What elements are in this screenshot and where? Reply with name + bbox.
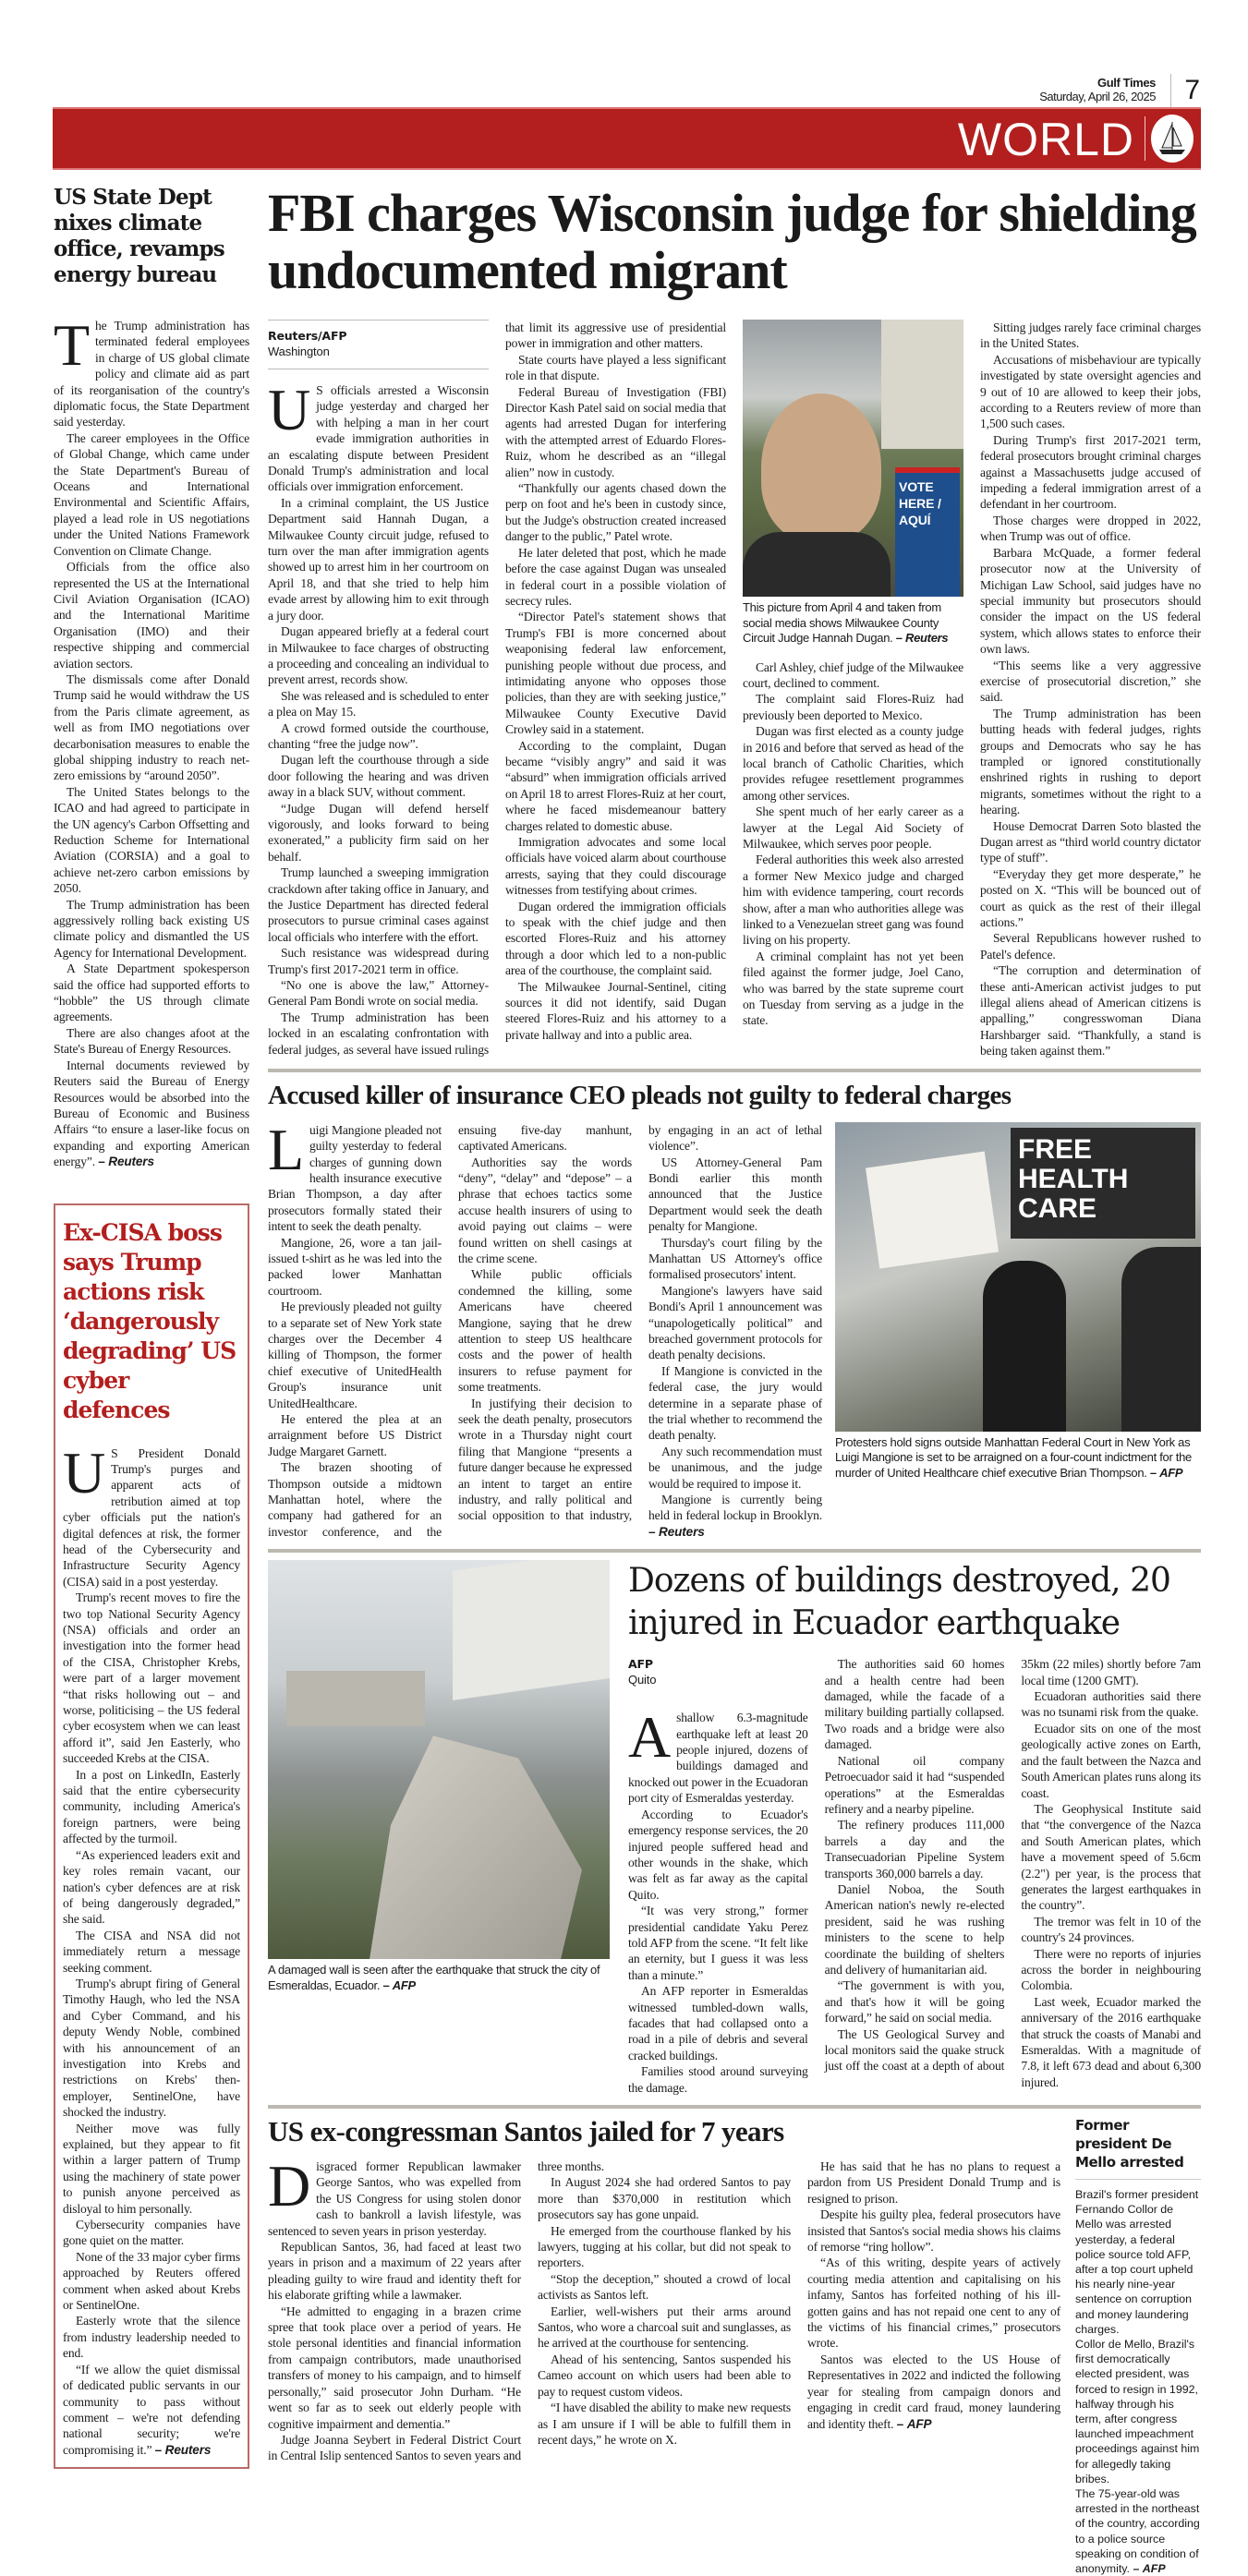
paragraph (538, 2400, 791, 2448)
paragraph (505, 384, 726, 480)
paragraph-text: Any such recommendation must be unanimous, and the judge would be required to impose it. (648, 1444, 822, 1491)
paragraph (980, 432, 1201, 513)
paragraph-text: While public officials condemned the killing, some Americans have cheered Mangione, saying that he drew attention to steep US healthcare costs and the power of health insurers to refuse payment for some treatments. (458, 1267, 632, 1395)
paragraph-text: The CISA and NSA did not immediately return a message seeking comment. (63, 1928, 240, 1975)
headline: Former president De Mello arrested (1075, 2116, 1201, 2180)
paragraph-text: Thursday's court filing by the Manhattan US Attorney's office formalised prosecutors' intent. (648, 1235, 822, 1282)
dateline: Quito (628, 1673, 657, 1687)
paragraph (743, 723, 963, 804)
protester (983, 1261, 1066, 1432)
paragraph (63, 1976, 240, 2121)
paragraph-text: Earlier, well-wishers put their arms around Santos, who wore a charcoal suit and sunglasses, as he arrived at the courthouse for sentencing. (538, 2304, 791, 2351)
paragraph-text: Ecuador sits on one of the most geologically active zones on Earth, and the fault between the Nazca and South American plates runs along its coast. (1021, 1721, 1201, 1800)
paragraph (268, 865, 489, 945)
paragraph-text: In justifying their decision to seek the death penalty, prosecutors wrote in a Thursday night court filing that Mangione “presents a future danger because he expressed an intent to target an entire industry, and rally political and social opposition to that industry, by engaging in an act of lethal violence”. (458, 1122, 822, 1523)
paragraph-text: A crowd formed outside the courthouse, chanting “free the judge now”. (268, 720, 489, 751)
dhow-boat-icon (1151, 115, 1193, 163)
ecuador-text (628, 1560, 1201, 2096)
paragraph (648, 1444, 822, 1492)
photo-credit: – AFP (1150, 1466, 1182, 1480)
paragraph (268, 2304, 521, 2432)
sign-text: FREE HEALTH CARE (1018, 1133, 1129, 1224)
paragraph (538, 2223, 791, 2271)
left-column (54, 185, 249, 2469)
article-credit: – Reuters (155, 2443, 212, 2457)
paragraph-text: Federal authorities this week also arrested a former New Mexico judge and charged him with evidence tampering, court records show, after a man who authorities allege was linked to a Venezuelan street gang was found living on his property. (743, 853, 963, 948)
paragraph (505, 979, 726, 1044)
paragraph-text: “I have disabled the ability to make new requests as I am unsure if I will be able to fulfill them in recent days,” he wrote on X. (538, 2401, 791, 2447)
paragraph (1021, 1721, 1201, 1801)
paragraph-text: Mangione, 26, wore a tan jail-issued t-shirt as he was led into the packed lower Manhattan courtroom. (268, 1235, 442, 1298)
paragraph-text: The Trump administration has terminated federal employees in charge of US global climate policy and climate aid as part of its reorganisation of the country's diplomatic focus, the State Department said yesterday. (54, 312, 249, 429)
paragraph (54, 1058, 249, 1170)
paragraph-text: Daniel Noboa, the South American nation's newly re-elected president, said he was rushing ministers to the scene to help coordinate the building of shelters and delivery of humanitarian aid. (824, 1881, 1005, 1977)
paragraph-text: An AFP reporter in Esmeraldas witnessed tumbled-down walls, facades that had collapsed onto a road in a pile of debris and several cracked buildings. (628, 1984, 808, 2062)
paragraph-text: The Trump administration has been locked in an escalating confrontation with federal judges, as several have issued rulings that limit its aggressive use of presidential power in immigration and other matters. (268, 320, 726, 1057)
paragraph (63, 2249, 240, 2314)
paragraph (268, 377, 489, 495)
article-mello (1075, 2116, 1201, 2576)
paragraph-text: “If we allow the quiet dismissal of dedicated public servants in our community to pass without comment – we're not defending national security; we're compromising it.” (63, 2362, 240, 2457)
paragraph-text: According to Ecuador's emergency response services, the 20 injured people suffered head and other wounds in the shake, which was felt as far away as the capital Quito. (628, 1807, 808, 1902)
paragraph (63, 1767, 240, 1847)
paragraph (268, 688, 489, 720)
paragraph-text: Families stood around surveying the damage. (628, 2064, 808, 2095)
article-ecuador (268, 1560, 1201, 2096)
masthead (1039, 76, 1200, 103)
paragraph-text: The United States belongs to the ICAO and had agreed to participate in the UN agency's Carbon Offsetting and Reduction Scheme for International Aviation (CORSIA) and a goal to achieve net-zero carbon emissions by 2050. (54, 784, 249, 896)
person-jacket (743, 532, 891, 597)
paragraph-text: There were no reports of injuries across the border in neighbouring Colombia. (1021, 1946, 1201, 1993)
house (286, 1671, 425, 1726)
paragraph-text: National oil company Petroecuador said it had “suspended operations” at the Esmeraldas refinery and a nearby pipeline. (824, 1753, 1005, 1816)
paragraph (268, 2153, 521, 2239)
agency: Reuters/AFP (268, 329, 347, 343)
paragraph-text: Dugan left the courthouse through a side door following the hearing and was driven away in a black SUV, without comment. (268, 753, 489, 800)
paragraph-text: “Stop the deception,” shouted a crowd of local activists as Santos left. (538, 2271, 791, 2303)
article-body (268, 320, 1201, 1059)
paragraph (505, 545, 726, 610)
paragraph-text: Barbara McQuade, a former federal prosecutor now at the University of Michigan Law School, said judges have no special immunity but prosecutors should consider the impact on the US federal system, which allows states to enforce their own laws. (980, 545, 1201, 657)
paragraph (458, 1266, 632, 1395)
photo-protesters (835, 1122, 1201, 1432)
paragraph-text: Despite his guilty plea, federal prosecutors have insisted that Santos's social media shows his claims of remorse “ring hollow”. (807, 2207, 1060, 2255)
article-credit: – AFP (1133, 2562, 1165, 2575)
truck (453, 1560, 610, 1700)
paragraph (980, 866, 1201, 931)
paragraph (825, 1656, 1005, 1752)
paragraph (825, 1977, 1005, 2026)
paragraph (54, 559, 249, 671)
portrait-sign (866, 1151, 999, 1268)
paragraph (505, 609, 726, 737)
paragraph-text: US President Donald Trump's purges and apparent acts of retribution aimed at top cyber officials put the nation's digital defences at risk, the former head of the Cybersecurity and Infrastructure Security Agency (CISA) said in a post yesterday. (63, 1439, 240, 1589)
paragraph (980, 513, 1201, 545)
paragraph (54, 671, 249, 784)
article-cisa-box (54, 1203, 249, 2470)
rubble (370, 1735, 582, 1959)
paragraph (1021, 1688, 1201, 1721)
paragraph-text: “Judge Dugan will defend herself vigorously, and looks forward to being exonerated,” a publicity firm said on her behalf. (268, 801, 489, 864)
paragraph-text: There are also changes afoot at the State's Bureau of Energy Resources. (54, 1025, 249, 1057)
paragraph-text: In a criminal complaint, the US Justice Department said Hannah Dugan, a Milwaukee County circuit judge, refused to turn over the man after immigration agents showed up to arrest him in her courtroom on April 18, and that she tried to help him evade arrest by allowing him to exit through a jury door. (268, 495, 489, 623)
caption-text: A damaged wall is seen after the earthquake that struck the city of Esmeraldas, Ecuador. (268, 1963, 600, 1992)
paragraph (63, 2313, 240, 2361)
paragraph-text: He entered the plea at an arraignment before US District Judge Margaret Garnett. (268, 1412, 442, 1458)
main-column (268, 185, 1201, 2576)
paragraph (268, 977, 489, 1010)
paragraph (63, 2362, 240, 2458)
paragraph-text: Dugan was first elected as a county judge in 2016 and before that served as head of the local branch of Catholic Charities, which provides refugee resettlement programmes among other services. (743, 724, 963, 803)
paragraph-text: US Attorney-General Pam Bondi earlier this month announced that the Justice Department would seek the death penalty for Mangione. (648, 1155, 822, 1234)
paragraph-text: The 75-year-old was arrested in the northeast of the country, according to a police source speaking on condition of anonymity. (1075, 2487, 1200, 2576)
paragraph-text: Trump's abrupt firing of General Timothy Haugh, who led the NSA and Cyber Command, and his deputy Wendy Noble, combined with his announcement of an investigation into Krebs and restrictions on Krebs' then-employer, SentinelOne, have shocked the industry. (63, 1976, 240, 2120)
paragraph-text: Trump launched a sweeping immigration crackdown after taking office in January, and the Justice Department has directed federal prosecutors to pursue criminal cases against local officials who interfere with the effort. (268, 865, 489, 944)
sign-text: VOTE HERE / AQUÍ (899, 479, 941, 527)
section-banner (53, 107, 1201, 170)
agency: AFP (628, 1657, 653, 1672)
paragraph-text: Luigi Mangione pleaded not guilty yesterday to federal charges of gunning down health insurance executive Brian Thompson, a day after prosecutors formally stated their intent to seek the death penalty. (268, 1116, 442, 1234)
page-number: 7 (1170, 74, 1200, 107)
paragraph-text: Republican Santos, 36, had faced at least two years in prison and a maximum of 22 years after pleading guilty to wire fraud and identity theft for his elaborate grifting while a lawmaker. (268, 2240, 521, 2303)
paragraph (648, 1283, 822, 1363)
paragraph (54, 1025, 249, 1058)
paragraph-text: Neither move was fully explained, but they appear to fit within a larger pattern of Trump using the machinery of state power to punish anyone perceived as disloyal to him personally. (63, 2121, 240, 2216)
paragraph (743, 691, 963, 723)
article-ecuador-paras (628, 1656, 1201, 2096)
photo-judge-dugan (743, 320, 963, 597)
photo-figure-mangione (835, 1122, 1201, 1482)
paragraph (980, 962, 1201, 1058)
paragraph-text: “The government is with you, and that's how it will be going forward,” he said on social media. (824, 1978, 1005, 2026)
paragraph (505, 480, 726, 545)
paragraph (825, 1753, 1005, 1818)
paragraph-text: The brazen shooting of Thompson outside a midtown Manhattan hotel, where the company had gathered for an investor conference, and the ensuing five-day manhunt, captivated Americans. (268, 1122, 632, 1539)
issue-date: Saturday, April 26, 2025 (1039, 90, 1156, 103)
paragraph-text: Officials from the office also represented the US at the International Civil Aviation Organisation (ICAO) and the International Maritime Organisation (IMO) and their respective shipping and commercial aviation sectors. (54, 560, 249, 671)
paragraph-text: He emerged from the courthouse flanked by his lawyers, tugging at his collar, but did not speak to reporters. (538, 2223, 791, 2270)
paragraph-text: Internal documents reviewed by Reuters said the Bureau of Energy Resources would be absorbed into the Bureau of Economic and Business Affairs “to ensure a laser-like focus on expanding and exporting American energy”. (54, 1058, 249, 1169)
paragraph-text: “It was very strong,” former presidential candidate Yaku Perez told AFP from the scene. “It felt like an eternity, but I guess it was less than a minute.” (628, 1904, 808, 1982)
paragraph (268, 752, 489, 800)
paragraph-text: The tremor was felt in 10 of the country's 24 provinces. (1021, 1914, 1201, 1945)
paragraph-text: The Milwaukee Journal-Sentinel, citing sources it did not identify, said Dugan steered Flores-Ruiz and his attorney to a private hallway and into a public area. (505, 979, 726, 1042)
article-body (54, 312, 249, 1170)
paragraph (980, 352, 1201, 432)
paragraph (1075, 2337, 1201, 2486)
paragraph (1075, 2187, 1201, 2337)
paragraph (807, 2159, 1060, 2207)
article-climate (54, 185, 249, 1170)
paragraph-text: The career employees in the Office of Global Change, which came under the State Department's Bureau of Oceans and International Environmental and Scientific Affairs, played a lead role in US negotiations under the United Nations Framework Convention on Climate Change. (54, 430, 249, 558)
paragraph (63, 1439, 240, 1590)
article-credit: – AFP (897, 2417, 932, 2431)
paragraph-text: House Democrat Darren Soto blasted the Dugan arrest as “third world country dictator type of stuff”. (980, 818, 1201, 865)
paragraph-text: During Trump's first 2017-2021 term, federal prosecutors brought criminal charges against a Massachusetts judge accused of impeding a federal immigration arrest of a defendant in her courtroom. (980, 432, 1201, 512)
paragraph (268, 1411, 442, 1459)
paragraph (628, 1983, 808, 2063)
paragraph (743, 659, 963, 692)
paragraph (54, 430, 249, 559)
paragraph (268, 495, 489, 623)
paragraph (980, 818, 1201, 866)
paragraph (1021, 1994, 1201, 2090)
paragraph-text: She spent much of her early career as a lawyer at the Legal Aid Society of Milwaukee, which serves poor people. (743, 804, 963, 851)
photo-caption (268, 1963, 610, 1993)
paragraph (628, 1704, 808, 1806)
paragraph (628, 1903, 808, 1983)
paragraph-text: The US Geological Survey and local monitors said the quake struck just off the coast at a depth of about 35km (22 miles) shortly before 7am local time (1200 GMT). (824, 1657, 1201, 2074)
paragraph-text: The authorities said 60 homes and a health centre had been damaged, while the facade of a military building partially collapsed. Two roads and a bridge were also damaged. (824, 1657, 1005, 1752)
paragraph (268, 623, 489, 688)
vote-sign (895, 467, 960, 597)
paragraph (743, 949, 963, 1029)
paragraph (538, 2174, 791, 2222)
paragraph-text: Ecuadoran authorities said there was no tsunami risk from the quake. (1021, 1689, 1201, 1720)
paragraph-text: “Everyday they get more desperate,” he posted on X. “This will be bounced out of court as quick as the rest of their illegal actions.” (980, 866, 1201, 930)
paragraph (505, 738, 726, 834)
paragraph-text: Last week, Ecuador marked the anniversary of the 2016 earthquake that struck the coasts of Manabi and Esmeraldas. With a magnitude of 7.8, it left 673 dead and about 6,300 injured. (1021, 1994, 1201, 2089)
paragraph-text: Easterly wrote that the silence from industry leadership needed to end. (63, 2314, 240, 2361)
paragraph (63, 1928, 240, 1976)
paragraph (505, 834, 726, 899)
paragraph (648, 1235, 822, 1283)
paragraph (54, 312, 249, 430)
paragraph (63, 1590, 240, 1766)
paragraph (825, 1817, 1005, 1881)
paragraph (268, 1235, 442, 1300)
paragraph-text: “As of this writing, despite years of actively courting media attention and capitalising on his infamy, Santos has forfeited nothing of his ill-gotten gains and has not repaid one cent to any of the victims of his financial crimes,” prosecutors wrote. (807, 2256, 1060, 2351)
paragraph-text: Dugan appeared briefly at a federal court in Milwaukee to face charges of obstructing a proceeding and concealing an individual to prevent arrest, records show. (268, 624, 489, 687)
paragraph (980, 706, 1201, 818)
paragraph-text: Mangione's lawyers have said Bondi's April 1 announcement was “unapologetically political” and breached government protocols for death penalty decisions. (648, 1283, 822, 1362)
paragraph-text: Authorities say the words “deny”, “delay” and “depose” – a phrase that echoes tactics some accuse health insurers of using to avoid paying out claims – were found written on shell casings at the crime scene. (458, 1155, 632, 1265)
paragraph (648, 1155, 822, 1235)
paragraph-text: He later deleted that post, which he made before the case against Dugan was unsealed in federal court in a possible violation of secrecy rules. (505, 545, 726, 608)
paragraph (268, 1299, 442, 1411)
paragraph-text: Several Republicans however rushed to Patel's defence. (980, 931, 1201, 961)
paragraph-text: Mangione is currently being held in federal lockup in Brooklyn. (648, 1493, 822, 1523)
paragraph-text: US officials arrested a Wisconsin judge yesterday and charged her with helping a man in her court evade immigration authorities in an escalating dispute between President Donald Trump's administration and local officials over immigration enforcement. (268, 377, 489, 494)
paragraph-text: The Trump administration has been aggressively rolling back existing US climate policy and dismantled the US Agency for International Development. (54, 897, 249, 960)
photo-figure-ecuador (268, 1560, 610, 1993)
article-ecuador-body (628, 1656, 1201, 2096)
section-rule (268, 2105, 1201, 2109)
headline: FBI charges Wisconsin judge for shielding undocumented migrant (268, 183, 1196, 300)
paragraph (807, 2255, 1060, 2351)
paragraph-text: Dugan ordered the immigration officials to speak with the chief judge and then escorted Flores-Ruiz and his attorney through a door which led to a non-public area of the courthouse, the complaint said. (505, 899, 726, 978)
paragraph-text: Disgraced former Republican lawmaker George Santos, who was expelled from the US Congress for using stolen donor cash to bankroll a lavish lifestyle, was sentenced to seven years in prison yesterday. (268, 2153, 521, 2238)
person-face (761, 393, 881, 541)
paragraph (807, 2352, 1060, 2432)
paragraph (1021, 1914, 1201, 1946)
paragraph-text: “No one is above the law,” Attorney-General Pam Bondi wrote on social media. (268, 978, 489, 1009)
paragraph-text: Cybersecurity companies have gone quiet on the matter. (63, 2218, 240, 2248)
headline-ecuador: Dozens of buildings destroyed, 20 injured in Ecuador earthquake (628, 1562, 1170, 1643)
paragraph (538, 2304, 791, 2352)
paragraph (825, 1881, 1005, 1977)
byline (628, 1656, 808, 1697)
paragraph-text: Accusations of misbehaviour are typically investigated by state oversight agencies and 9 out of 10 are allowed to keep their jobs, according to a Reuters review of more than 1,500 such cases. (980, 352, 1201, 431)
caption-text: This picture from April 4 and taken from social media shows Milwaukee County Circuit Judge Hannah Dugan. (743, 600, 941, 645)
paragraph-text: “Director Patel's statement shows that Trump's FBI is more concerned about weaponising federal law enforcement, punishing people without due process, and intimidating anyone who opposes those policies, than they are with seeking justice,” Milwaukee County Executive David Crowley said in a statement. (505, 610, 726, 737)
paragraph (628, 1807, 808, 1903)
paragraph (980, 658, 1201, 706)
paragraph-text: Ashallow 6.3-magnitude earthquake left at least 20 people injured, dozens of buildings damaged and knocked out power in the Ecuadoran port city of Esmeraldas yesterday. (628, 1704, 808, 1806)
article-fbi (268, 185, 1201, 1059)
article-mangione-body (268, 1116, 822, 1541)
article-santos-body (268, 2153, 1060, 2464)
paragraph-text: Federal Bureau of Investigation (FBI) Director Kash Patel said on social media that agents had arrested Dugan for interfering with the attempted arrest of Eduardo Flores-Ruiz, whom he described as an “illegal alien” now in custody. (505, 384, 726, 479)
paragraph-text: Santos was elected to the US House of Representatives in 2022 and indicted the following year for stealing from campaign donors and engaging in credit card fraud, money laundering and identity theft. (807, 2352, 1060, 2431)
paragraph (1075, 2486, 1201, 2576)
photo-credit: – AFP (383, 1978, 416, 1992)
article-santos (268, 2116, 1060, 2464)
paragraph-text: The complaint said Flores-Ruiz had previously been deported to Mexico. (743, 692, 963, 722)
paragraph-text: If Mangione is convicted in the federal case, the jury would determine in a separate phase of the trial whether to recommend the death penalty. (648, 1363, 822, 1443)
paragraph-text: Such resistance was widespread during Trump's first 2017-2021 term in office. (268, 946, 489, 976)
paragraph-text: The Geophysical Institute said that “the convergence of the Nazca and South American plates, which have a movement speed of 5.6cm (2.2") per year, is the process that generates the largest earthquakes in the country”. (1021, 1801, 1201, 1913)
paragraph (505, 352, 726, 384)
paragraph-text: The Trump administration has been butting heads with federal judges, rights groups and Democrats who say he has trampled or ignored constitutionally enshrined rights in rushing to deport migrants, sometimes without the right to a hearing. (980, 706, 1201, 817)
paragraph (538, 2352, 791, 2400)
paragraph (980, 545, 1201, 658)
article-credit: – Reuters (98, 1155, 154, 1168)
paragraph (63, 2217, 240, 2249)
paragraph (268, 801, 489, 865)
paragraph (648, 1363, 822, 1444)
paragraph-text: Collor de Mello, Brazil's first democratically elected president, was forced to resign in 1992, halfway through his term, after congress launched impeachment proceedings against him for allegedly taking bribes. (1075, 2338, 1200, 2485)
paragraph (54, 784, 249, 897)
paragraph-text: State courts have played a less significant role in that dispute. (505, 352, 726, 383)
paragraph (54, 961, 249, 1025)
paragraph-text: Sitting judges rarely face criminal charges in the United States. (980, 320, 1201, 351)
paragraph (628, 2063, 808, 2096)
article-mangione (268, 1116, 1201, 1541)
paragraph (63, 2121, 240, 2217)
paragraph (63, 1847, 240, 1928)
article-body (1075, 2187, 1201, 2576)
paragraph (268, 945, 489, 977)
paragraph-text: “As experienced leaders exit and key roles remain vacant, our nation's cyber defences are at risk of being dangerously degraded,” she said. (63, 1847, 240, 1927)
photo-damaged-wall (268, 1560, 610, 1959)
section-rule (268, 1069, 1201, 1072)
photo-caption (835, 1435, 1201, 1482)
paragraph-text: “This seems like a very aggressive exercise of prosecutorial discretion,” she said. (980, 658, 1201, 705)
byline (268, 320, 489, 369)
paragraph (268, 720, 489, 753)
photo-figure (743, 320, 963, 647)
paragraph (648, 1492, 822, 1540)
paragraph-text: Brazil's former president Fernando Collor de Mello was arrested yesterday, a federal police source told AFP, after a top court upheld his nearly nine-year sentence on corruption and money laundering charges. (1075, 2188, 1199, 2336)
paragraph-text: A State Department spokesperson said the office had supported efforts to “hobble” the US through climate agreements. (54, 961, 249, 1024)
protester (1121, 1247, 1201, 1432)
section-title: WORLD (957, 114, 1134, 165)
paper-name: Gulf Times (1097, 76, 1156, 90)
paragraph-text: Carl Ashley, chief judge of the Milwaukee court, declined to comment. (743, 659, 963, 690)
paragraph (1021, 1946, 1201, 1994)
paragraph-text: Judge Joanna Seybert in Federal District Court in Central Islip sentenced Santos to seven years and three months. (268, 2159, 605, 2463)
paragraph (268, 2239, 521, 2304)
paragraph (1021, 1801, 1201, 1914)
paragraph-text: In a post on LinkedIn, Easterly said that the entire cybersecurity community, including America's foreign partners, were being affected by the turmoil. (63, 1767, 240, 1846)
paragraph-text: Those charges were dropped in 2022, when Trump was out of office. (980, 513, 1201, 544)
bottom-row (268, 2116, 1201, 2576)
paragraph (538, 2271, 791, 2304)
paragraph-text: He previously pleaded not guilty to a separate set of New York state charges over the December 4 killing of Thompson, the former chief executive of UnitedHealth Group's insurance unit UnitedHealthcare. (268, 1300, 442, 1410)
caption-text: Protesters hold signs outside Manhattan Federal Court in New York as Luigi Mangione is set to be arraigned on a four-count indictment for the murder of United Healthcare chief executive Brian Thompson. (835, 1434, 1192, 1480)
paragraph-text: She was released and is scheduled to enter a plea on May 15. (268, 688, 489, 720)
paragraph-text: According to the complaint, Dugan became “visibly angry” and said it was “absurd” when immigration officials arrived on April 18 to arrest Flores-Ruiz at her court, where he faced misdemeanour battery charges related to domestic abuse. (505, 738, 726, 833)
paragraph-text: A criminal complaint has not yet been filed against the former judge, Joel Cano, who was barred by the state supreme court on Tuesday from serving as a judge in the state. (743, 949, 963, 1028)
paragraph-text: Ahead of his sentencing, Santos suspended his Cameo account on which users had been able to pay to request custom videos. (538, 2352, 791, 2399)
paragraph-text: “The corruption and determination of these anti-American activist judges to put illegal aliens ahead of American citizens is appalling,” congresswoman Diana Harshbarger said. “Thankfully, a stand is being taken against them.” (980, 963, 1201, 1058)
section-rule (268, 1549, 1201, 1553)
paragraph (458, 1155, 632, 1267)
paragraph-text: Trump's recent moves to fire the two top National Security Agency (NSA) officials and order an investigation into the former head of the CISA, Christopher Krebs, were part of a larger movement “that risks hollowing out – and worse, politicising – the US federal cyber ecosystem when we can least afford it”, said Jen Easterly, who succeeded Krebs at the CISA. (63, 1590, 240, 1766)
paragraph (54, 897, 249, 961)
paragraph (505, 899, 726, 979)
paragraph-text: The refinery produces 111,000 barrels a day and the Transecuadorian Pipeline System transports 360,000 barrels a day. (824, 1818, 1005, 1881)
headline: US State Dept nixes climate office, revamps energy bureau (54, 185, 224, 287)
article-body-part1 (268, 320, 726, 1059)
paragraph (268, 1116, 442, 1235)
paragraph-text: Immigration advocates and some local officials have voiced alarm about courthouse arrests, saying that they could discourage witnesses from testifying about crimes. (505, 835, 726, 898)
dateline: Washington (268, 345, 330, 358)
headline: Ex-CISA boss says Trump actions risk ‘dangerously degrading’ US cyber defences (63, 1218, 236, 1423)
article-credit: – Reuters (648, 1525, 705, 1539)
paragraph (980, 930, 1201, 962)
headline-santos: US ex-congressman Santos jailed for 7 years (268, 2115, 784, 2147)
headline-mangione: Accused killer of insurance CEO pleads not guilty to federal charges (268, 1080, 1012, 1110)
article-body (63, 1439, 240, 2459)
protest-sign (1011, 1128, 1195, 1239)
paragraph-text: In August 2024 she had ordered Santos to pay more than $370,000 in restitution which prosecutors say has gone unpaid. (538, 2175, 791, 2222)
paragraph (743, 852, 963, 948)
paragraph-text: The dismissals come after Donald Trump said he would withdraw the US from the Paris climate agreement, as well as from IMO negotiations over decarbonisation measures to enable the global shipping industry to reach net-zero emissions by “around 2050”. (54, 671, 249, 783)
paragraph-text: None of the 33 major cyber firms approached by Reuters offered comment when asked about Krebs or SentinelOne. (63, 2249, 240, 2313)
paragraph (743, 804, 963, 852)
paragraph (807, 2207, 1060, 2255)
paragraph-text: “He admitted to engaging in a brazen crime spree that took place over a period of years. He stole personal identities and financial information from campaign contributors, made unauthorised transfers of money to his campaign, and to himself personally,” said prosecutor John Durham. “He went so far as to seek out elderly people with cognitive impairment and dementia.” (268, 2304, 521, 2431)
paragraph (980, 320, 1201, 352)
photo-credit: – Reuters (896, 631, 949, 645)
paragraph-text: He has said that he has no plans to request a pardon from US President Donald Trump and is resigned to prison. (807, 2159, 1060, 2206)
building (881, 320, 963, 449)
photo-caption (743, 600, 963, 647)
paragraph-text: “Thankfully our agents chased down the perp on foot and he's been in custody since, but the Judge's obstruction created increased danger to the public,” Patel wrote. (505, 481, 726, 544)
